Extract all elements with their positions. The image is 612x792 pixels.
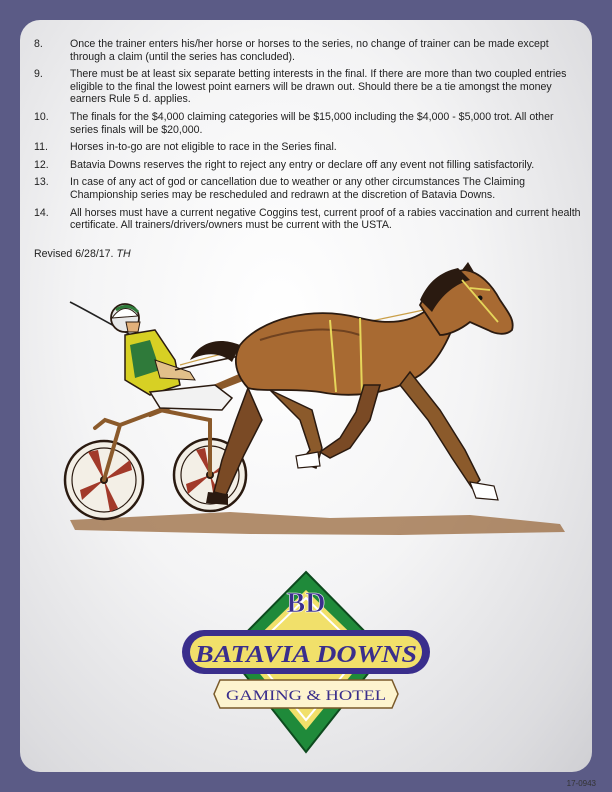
rule-text: The finals for the $4,000 claiming categories will be $15,000 including the $4,000 - $5,000 trot. All other series finals will be $20,000. bbox=[70, 110, 554, 136]
rule-text: All horses must have a current negative Coggins test, current proof of a rabies vaccination and current health certificate. All trainers/drivers/owners must be current with the USTA. bbox=[70, 206, 581, 232]
rule-text: There must be at least six separate betting interests in the final. If there are more than two coupled entries eligible to the final the lowest point earners will be drawn out. Should there be a tie amongst the money earners Rule 5 d. applies. bbox=[70, 68, 567, 106]
revised-initials: TH bbox=[116, 248, 131, 260]
batavia-downs-logo bbox=[182, 572, 430, 752]
logo-monogram: BD bbox=[286, 588, 326, 619]
harness-racing-illustration bbox=[65, 262, 565, 535]
rule-number: 8. bbox=[34, 38, 43, 50]
rule-text: Once the trainer enters his/her horse or horses to the series, no change of trainer can be made except through a claim (until the series has concluded). bbox=[70, 38, 549, 63]
rule-text: Batavia Downs reserves the right to reject any entry or declare off any event not filling satisfactorily. bbox=[70, 158, 535, 171]
rule-number: 14. bbox=[34, 206, 49, 219]
rule-text: In case of any act of god or cancellation due to weather or any other circumstances The Claiming Championship series may be rescheduled and redrawn at the discretion of Batavia Downs. bbox=[70, 176, 525, 201]
driver bbox=[111, 304, 232, 410]
logo-tagline: GAMING & HOTEL bbox=[226, 688, 386, 704]
rule-text: Horses in-to-go are not eligible to race in the Series final. bbox=[70, 141, 337, 154]
rule-number: 12. bbox=[34, 158, 49, 171]
document-code: 17-0943 bbox=[566, 779, 596, 788]
ground-shadow bbox=[70, 512, 565, 535]
rule-number: 13. bbox=[34, 176, 49, 189]
logo-name: BATAVIA DOWNS bbox=[193, 642, 417, 668]
rule-number: 9. bbox=[34, 68, 43, 81]
rule-number: 10. bbox=[34, 110, 49, 123]
horse bbox=[190, 262, 513, 505]
revised-text: Revised 6/28/17. bbox=[34, 248, 114, 260]
rule-number: 11. bbox=[34, 141, 48, 154]
